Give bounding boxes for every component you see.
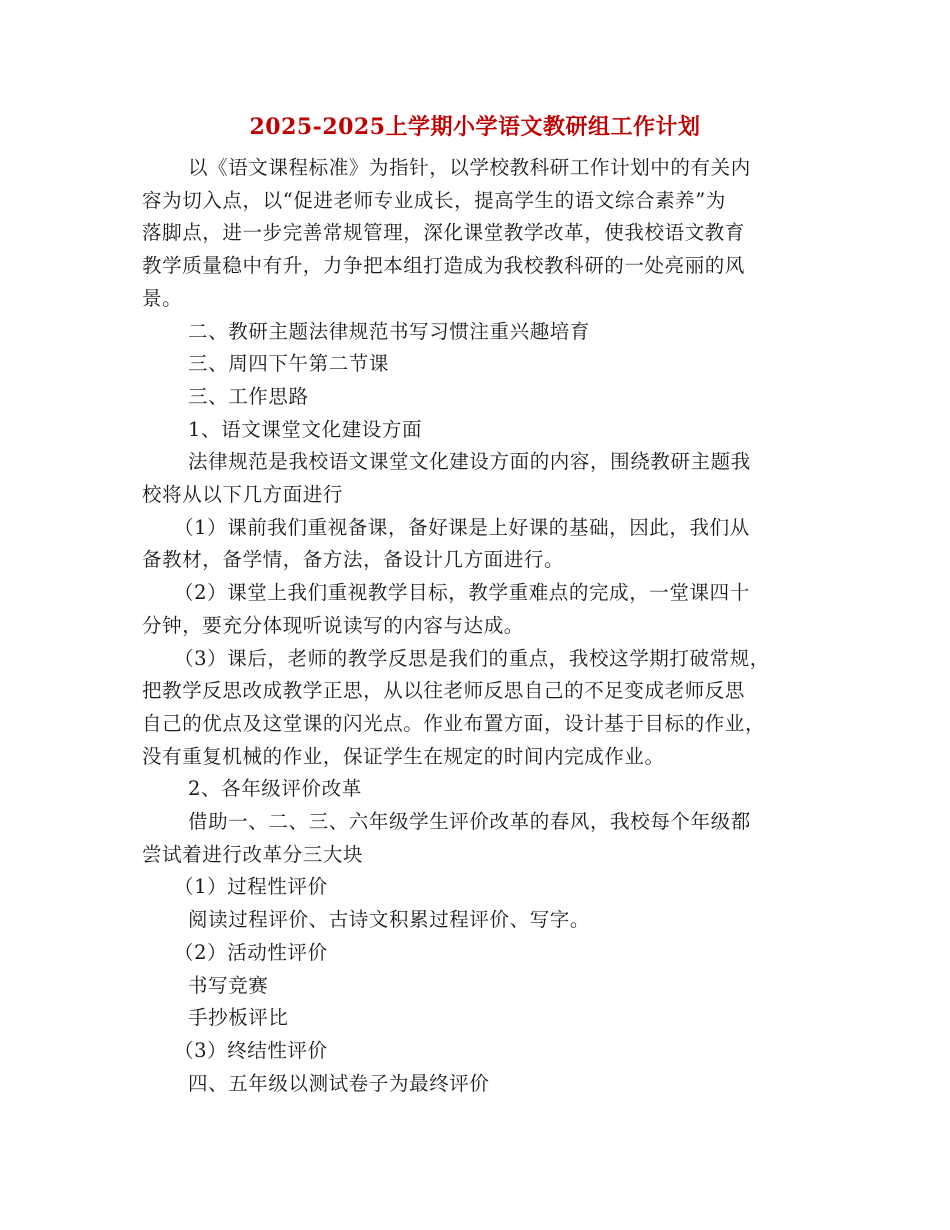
list-item: （3）课后，老师的教学反思是我们的重点，我校这学期打破常规，: [174, 646, 770, 670]
paragraph-line: 备教材，备学情，备方法，备设计几方面进行。: [142, 548, 565, 572]
paragraph-line: 书写竞赛: [188, 973, 269, 997]
paragraph-line: 没有重复机械的作业，保证学生在规定的时间内完成作业。: [142, 744, 665, 768]
subsection-heading: 1、语文课堂文化建设方面: [188, 417, 423, 441]
paragraph-line: 阅读过程评价、古诗文积累过程评价、写字。: [188, 908, 591, 932]
section-heading: 三、工作思路: [188, 384, 309, 408]
paragraph-line: 分钟，要充分体现听说读写的内容与达成。: [142, 613, 524, 637]
document-title: 2025-2025上学期小学语文教研组工作计划: [249, 114, 701, 140]
document-body: [142, 152, 822, 1100]
paragraph-line: 法律规范是我校语文课堂文化建设方面的内容，围绕教研主题我: [188, 450, 751, 474]
paragraph-line: 自己的优点及这堂课的闪光点。作业布置方面，设计基于目标的作业，: [142, 711, 766, 735]
section-heading: 四、五年级以测试卷子为最终评价: [188, 1071, 490, 1095]
paragraph-line: 落脚点，进一步完善常规管理，深化课堂教学改革，使我校语文教育: [142, 221, 746, 245]
paragraph-line: 容为切入点，以“促进老师专业成长，提高学生的语文综合素养”为: [142, 188, 726, 212]
list-item: （3）终结性评价: [174, 1038, 328, 1062]
paragraph-line: 景。: [142, 286, 183, 310]
section-heading: 二、教研主题法律规范书写习惯注重兴趣培育: [188, 319, 591, 343]
paragraph-line: 把教学反思改成教学正思，从以往老师反思自己的不足变成老师反思: [142, 679, 746, 703]
paragraph-line: 借助一、二、三、六年级学生评价改革的春风，我校每个年级都: [188, 810, 751, 834]
paragraph-line: 以《语文课程标准》为指针，以学校教科研工作计划中的有关内: [188, 156, 751, 179]
list-item: （2）活动性评价: [174, 940, 328, 964]
paragraph-line: 教学质量稳中有升，力争把本组打造成为我校教科研的一处亮丽的风: [142, 254, 746, 278]
list-item: （2）课堂上我们重视教学目标，教学重难点的完成，一堂课四十: [174, 581, 750, 605]
list-item: （1）课前我们重视备课，备好课是上好课的基础，因此，我们从: [174, 515, 750, 539]
paragraph-line: 校将从以下几方面进行: [142, 483, 344, 507]
subsection-heading: 2、各年级评价改革: [188, 777, 362, 801]
paragraph-line: 尝试着进行改革分三大块: [142, 842, 364, 866]
list-item: （1）过程性评价: [174, 875, 328, 899]
paragraph-line: 手抄板评比: [188, 1006, 289, 1030]
section-heading: 三、周四下午第二节课: [188, 352, 390, 376]
